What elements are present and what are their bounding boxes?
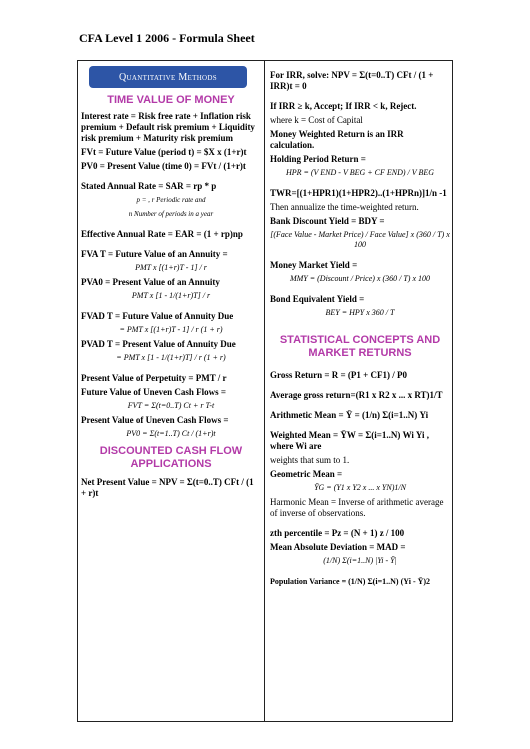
irr: For IRR, solve: NPV = Σ(t=0..T) CFt / (1 + IRR)t = 0	[270, 70, 434, 91]
right-column	[270, 62, 450, 590]
pv-uneven-formula: PV0 = Σ(t=1..T) Ct / (1+r)t	[126, 429, 216, 438]
pvad-formula: = PMT x [1 - 1/(1+r)T] / r (1 + r)	[116, 353, 226, 362]
dcf-heading-1: DISCOUNTED CASH FLOW	[99, 445, 243, 457]
periods-year-note: n Number of periods in a year	[128, 210, 214, 218]
fv-uneven-formula: FVT = Σ(t=0..T) Ct + r T-t	[127, 401, 215, 410]
fva-formula: PMT x [(1+r)T - 1] / r	[135, 263, 207, 272]
average-gross-return: Average gross return=(R1 x R2 x ... x RT)1/T	[270, 390, 443, 400]
twr-note: Then annualize the time-weighted return.	[270, 202, 419, 212]
arithmetic-mean: Arithmetic Mean = Ȳ = (1/n) Σ(i=1..N) Yi	[270, 410, 429, 420]
zth-percentile: zth percentile = Pz = (N + 1) z / 100	[270, 528, 405, 538]
fv-formula: FVt = Future Value (period t) = $X x (1+r)t	[81, 147, 247, 157]
fvad-formula: = PMT x [(1+r)T - 1] / r (1 + r)	[119, 325, 223, 334]
perpetuity: Present Value of Perpetuity = PMT / r	[81, 373, 227, 383]
interest-rate: Interest rate = Risk free rate + Inflation risk premium + Default risk premium + Liquidity risk premium + Maturity risk premium	[81, 111, 255, 143]
stated-annual-rate: Stated Annual Rate = SAR = rp * p	[81, 181, 217, 191]
twr: TWR=[(1+HPR1)(1+HPR2)..(1+HPRn)]1/n -1	[270, 188, 447, 198]
gross-return: Gross Return = R = (P1 + CF1) / P0	[270, 370, 407, 380]
column-divider	[264, 60, 265, 722]
periodic-rate-note: p = , r Periodic rate and	[136, 196, 206, 204]
pv-formula: PV0 = Present Value (time 0) = FVt / (1+r)t	[81, 161, 246, 171]
mad-label: Mean Absolute Deviation = MAD =	[270, 542, 406, 552]
hpr-formula: HPR = (V END - V BEG + CF END) / V BEG	[285, 168, 435, 177]
mmy-label: Money Market Yield =	[270, 260, 358, 270]
dcf-heading-2: APPLICATIONS	[130, 458, 212, 470]
harmonic-mean: Harmonic Mean = Inverse of arithmetic average of inverse of observations.	[270, 497, 444, 518]
pva-formula: PMT x [1 - 1/(1+r)T] / r	[131, 291, 211, 300]
effective-annual-rate: Effective Annual Rate = EAR = (1 + rp)np	[81, 229, 243, 239]
page-title: CFA Level 1 2006 - Formula Sheet	[79, 31, 255, 45]
weighted-mean: Weighted Mean = ȲW = Σ(i=1..N) Wi Yi , where Wi are	[270, 430, 430, 451]
population-variance: Population Variance = (1/N) Σ(i=1..N) (Yi - Ȳ)2	[270, 577, 431, 586]
pvad-label: PVAD T = Present Value of Annuity Due	[81, 339, 236, 349]
geometric-mean-formula: ȲG = (Y1 x Y2 x ... x YN)1/N	[314, 483, 406, 492]
fvad-label: FVAD T = Future Value of Annuity Due	[81, 311, 234, 321]
left-column	[81, 62, 261, 502]
hpr-label: Holding Period Return =	[270, 154, 366, 164]
bey-formula: BEY = HPY x 360 / T	[325, 308, 395, 317]
stats-heading-2: MARKET RETURNS	[308, 347, 412, 359]
section-badge: Quantitative Methods	[89, 66, 247, 88]
pv-uneven-label: Present Value of Uneven Cash Flows =	[81, 415, 229, 425]
tvm-heading: TIME VALUE OF MONEY	[107, 94, 235, 106]
bdy-formula: [(Face Value - Market Price) / Face Value] x (360 / T) x 100	[270, 230, 450, 249]
pva-label: PVA0 = Present Value of an Annuity	[81, 277, 220, 287]
mwr: Money Weighted Return is an IRR calculation.	[270, 129, 404, 150]
weights-note: weights that sum to 1.	[270, 455, 350, 465]
geometric-mean-label: Geometric Mean =	[270, 469, 343, 479]
stats-heading-1: STATISTICAL CONCEPTS AND	[279, 334, 441, 346]
mmy-formula: MMY = (Discount / Price) x (360 / T) x 100	[289, 274, 431, 283]
irr-where: where k = Cost of Capital	[270, 115, 363, 125]
irr-rule: If IRR ≥ k, Accept; If IRR < k, Reject.	[270, 101, 417, 111]
mad-formula: (1/N) Σ(i=1..N) |Yi - Ȳ|	[323, 556, 397, 565]
fva-label: FVA T = Future Value of an Annuity =	[81, 249, 228, 259]
npv: Net Present Value = NPV = Σ(t=0..T) CFt / (1 + r)t	[81, 477, 254, 498]
bdy-label: Bank Discount Yield = BDY =	[270, 216, 385, 226]
fv-uneven-label: Future Value of Uneven Cash Flows =	[81, 387, 226, 397]
bey-label: Bond Equivalent Yield =	[270, 294, 365, 304]
